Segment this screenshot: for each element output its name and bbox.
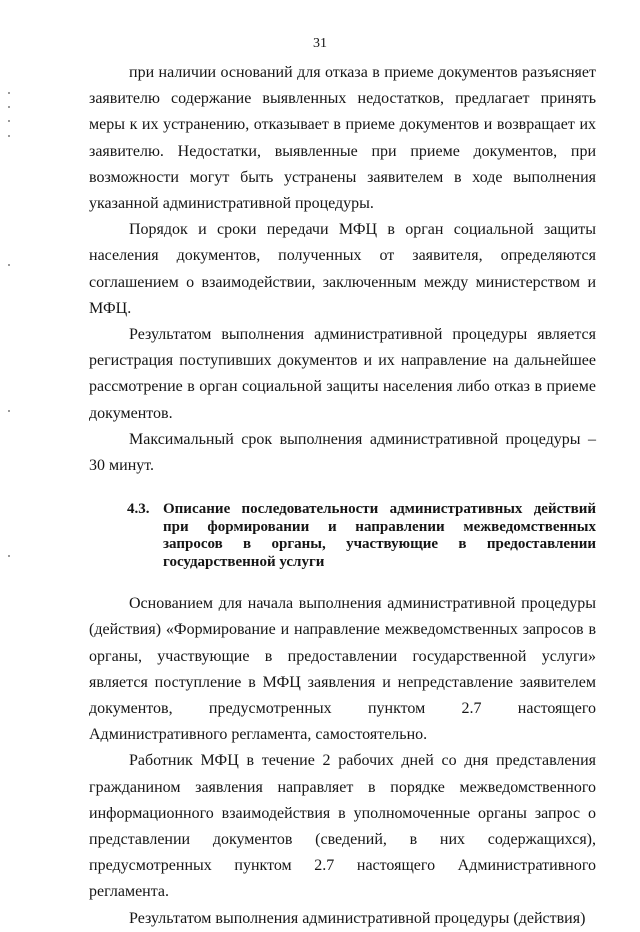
page-number: 31	[313, 36, 327, 51]
paragraph-max-duration: Максимальный срок выполнения административной процедуры – 30 минут.	[89, 430, 596, 475]
paragraph-procedure-result: Результатом выполнения административной процедуры является регистрация поступивших документов и их направление на дальнейшее рассмотрение в орган социальной защиты населения либо отказ в приеме документов.	[89, 326, 596, 422]
paragraph-procedure-result-2: Результатом выполнения административной процедуры (действия)	[129, 909, 586, 927]
scan-margin-marks	[8, 0, 14, 905]
section-title: Описание последовательности административных действий при формировании и направлении межведомственных запросов в органы, участвующие в предоставлении государственной услуги	[163, 501, 596, 570]
paragraph-transfer-order: Порядок и сроки передачи МФЦ в орган социальной защиты населения документов, полученных от заявителя, определяются соглашением о взаимодействии, заключенным между министерством и МФЦ.	[89, 221, 596, 317]
paragraph-mfc-request: Работник МФЦ в течение 2 рабочих дней со дня представления гражданином заявления направляет в порядке межведомственного информационного взаимодействия в уполномоченные органы запрос о представлении документов (сведений, в них содержащихся), предусмотренных пунктом 2.7 настоящего Административного регламента.	[89, 752, 596, 901]
section-number: 4.3.	[127, 501, 150, 518]
paragraph-refusal-explanation: при наличии оснований для отказа в приеме документов разъясняет заявителю содержание выявленных недостатков, предлагает принять меры к их устранению, отказывает в приеме документов и возвращает их заявителю. Недостатки, выявленные при приеме документов, при возможности могут быть устранены заявителем в ходе выполнения указанной административной процедуры.	[89, 64, 596, 213]
document-body	[89, 60, 596, 932]
paragraph-procedure-basis: Основанием для начала выполнения административной процедуры (действия) «Формирование и направление межведомственных запросов в органы, участвующие в предоставлении государственной услуги» является поступление в МФЦ заявления и непредставление заявителем документов, предусмотренных пунктом 2.7 настоящего Административного регламента, самостоятельно.	[89, 595, 596, 744]
section-heading	[89, 501, 596, 571]
